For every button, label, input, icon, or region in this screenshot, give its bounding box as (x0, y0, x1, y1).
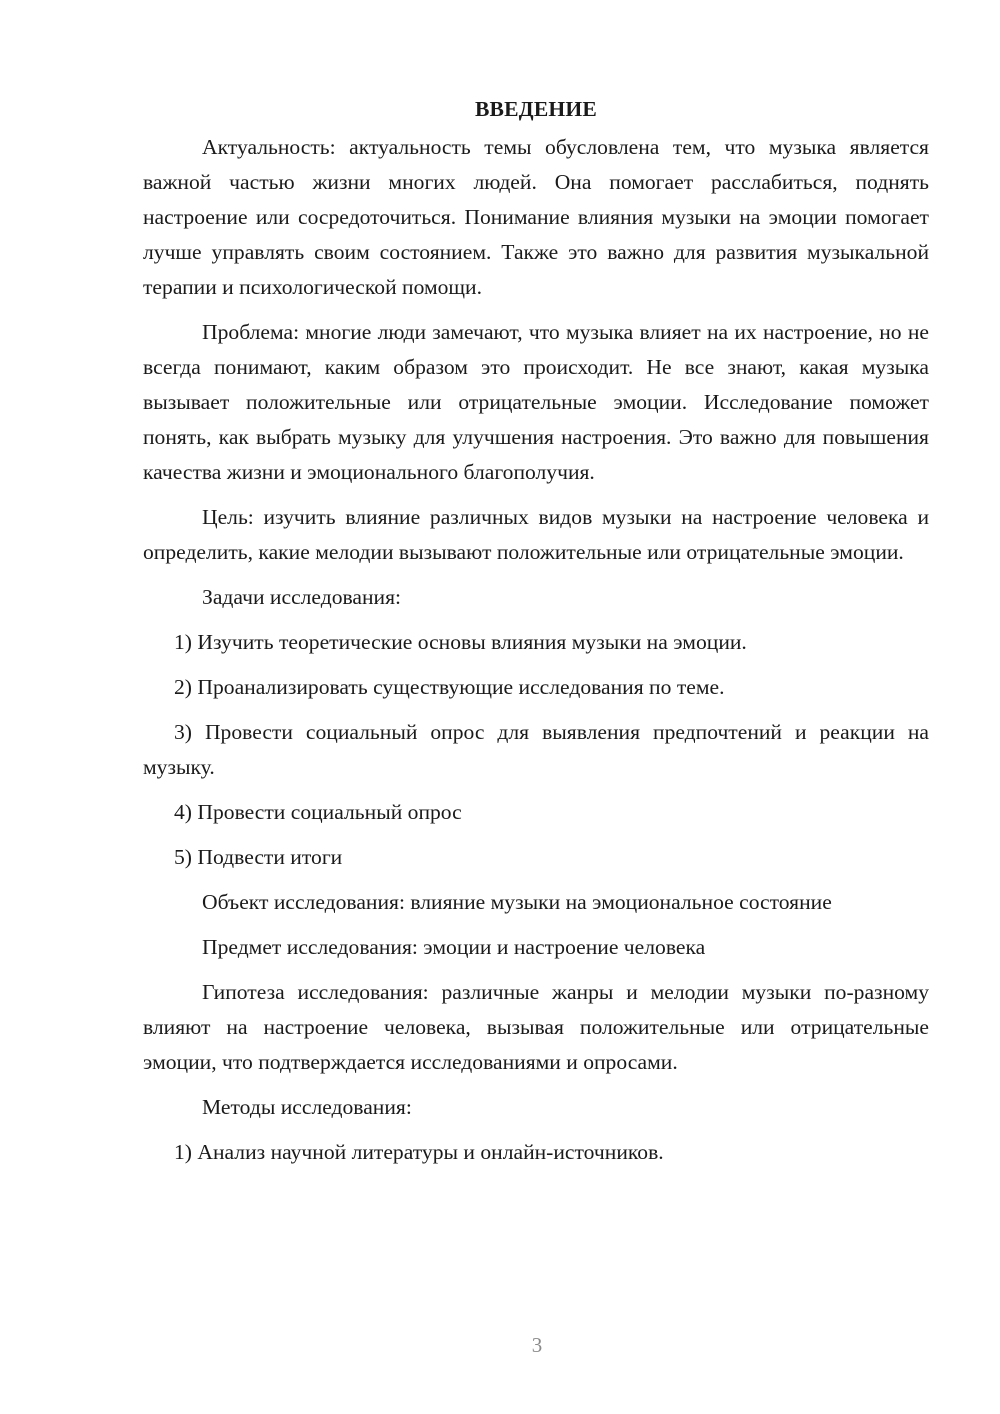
task-item-5: 5) Подвести итоги (174, 845, 343, 869)
task-item-4: 4) Провести социальный опрос (174, 800, 462, 824)
hypothesis-paragraph: Гипотеза исследования: различные жанры и мелодии музыки по-разному влияют на настроение человека, вызывая положительные или отрицательные эмоции, что подтверждается исследованиями и опросами. (143, 980, 929, 1074)
page-number: 3 (531, 1333, 543, 1357)
task-item-3: 3) Провести социальный опрос для выявления предпочтений и реакции на музыку. (143, 720, 929, 779)
research-subject: Предмет исследования: эмоции и настроение человека (202, 935, 706, 959)
research-object: Объект исследования: влияние музыки на эмоциональное состояние (202, 890, 832, 914)
task-item-2: 2) Проанализировать существующие исследования по теме. (174, 675, 725, 699)
relevance-paragraph: Актуальность: актуальность темы обусловлена тем, что музыка является важной частью жизни многих людей. Она помогает расслабиться, поднять настроение или сосредоточиться. Понимание влияния музыки на эмоции помогает лучше управлять своим состоянием. Также это важно для развития музыкальной терапии и психологической помощи. (143, 135, 929, 299)
task-item-1: 1) Изучить теоретические основы влияния музыки на эмоции. (174, 630, 747, 654)
page-content (143, 92, 929, 1180)
page-title: ВВЕДЕНИЕ (474, 97, 598, 121)
methods-heading: Методы исследования: (202, 1095, 412, 1119)
tasks-heading: Задачи исследования: (202, 585, 402, 609)
goal-paragraph: Цель: изучить влияние различных видов музыки на настроение человека и определить, какие мелодии вызывают положительные или отрицательные эмоции. (143, 505, 929, 564)
problem-paragraph: Проблема: многие люди замечают, что музыка влияет на их настроение, но не всегда понимают, каким образом это происходит. Не все знают, какая музыка вызывает положительные или отрицательные эмоции. Исследование поможет понять, как выбрать музыку для улучшения настроения. Это важно для повышения качества жизни и эмоционального благополучия. (143, 320, 929, 484)
method-item-1: 1) Анализ научной литературы и онлайн-источников. (174, 1140, 664, 1164)
